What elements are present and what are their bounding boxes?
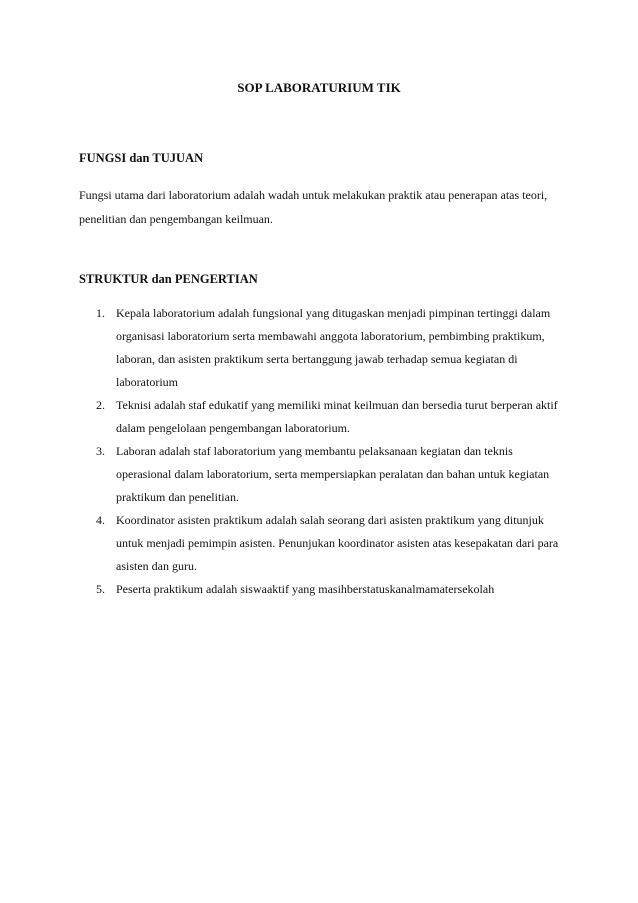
section-heading-struktur-pengertian: STRUKTUR dan PENGERTIAN — [79, 272, 258, 286]
list-item-text: Kepala laboratorium adalah fungsional yang ditugaskan menjadi pimpinan tertinggi dalam organisasi laboratorium serta membawahi anggota laboratorium, pembimbing praktikum, laboran, dan asisten praktikum serta bertanggung jawab terhadap semua kegiatan di laboratorium — [116, 306, 551, 389]
fungsi-paragraph: Fungsi utama dari laboratorium adalah wadah untuk melakukan praktik atau penerapan atas teori, penelitian dan pengembangan keilmuan. — [79, 188, 548, 226]
list-item — [79, 302, 559, 394]
list-item — [79, 578, 559, 601]
list-item-text: Laboran adalah staf laboratorium yang membantu pelaksanaan kegiatan dan teknis operasional dalam laboratorium, serta mempersiapkan peralatan dan bahan untuk kegiatan praktikum dan penelitian. — [116, 444, 550, 504]
definition-list — [79, 302, 559, 601]
list-item-text: Koordinator asisten praktikum adalah salah seorang dari asisten praktikum yang ditunjuk untuk menjadi pemimpin asisten. Penunjukan koordinator asisten atas kesepakatan dari para asisten dan guru. — [116, 513, 559, 573]
list-item-text: Peserta praktikum adalah siswaaktif yang masihberstatuskanalmamatersekolah — [116, 582, 495, 596]
list-item — [79, 394, 559, 440]
list-item-number: 1. — [96, 306, 105, 320]
list-item-number: 5. — [96, 582, 105, 596]
list-item — [79, 509, 559, 578]
document-title: SOP LABORATURIUM TIK — [237, 80, 401, 95]
list-item-number: 3. — [96, 444, 105, 458]
list-item-text: Teknisi adalah staf edukatif yang memiliki minat keilmuan dan bersedia turut berperan aktif dalam pengelolaan pengembangan laboratorium. — [116, 398, 558, 435]
section-heading-fungsi-tujuan: FUNGSI dan TUJUAN — [79, 151, 204, 165]
list-item-number: 2. — [96, 398, 105, 412]
list-item-number: 4. — [96, 513, 105, 527]
list-item — [79, 440, 559, 509]
